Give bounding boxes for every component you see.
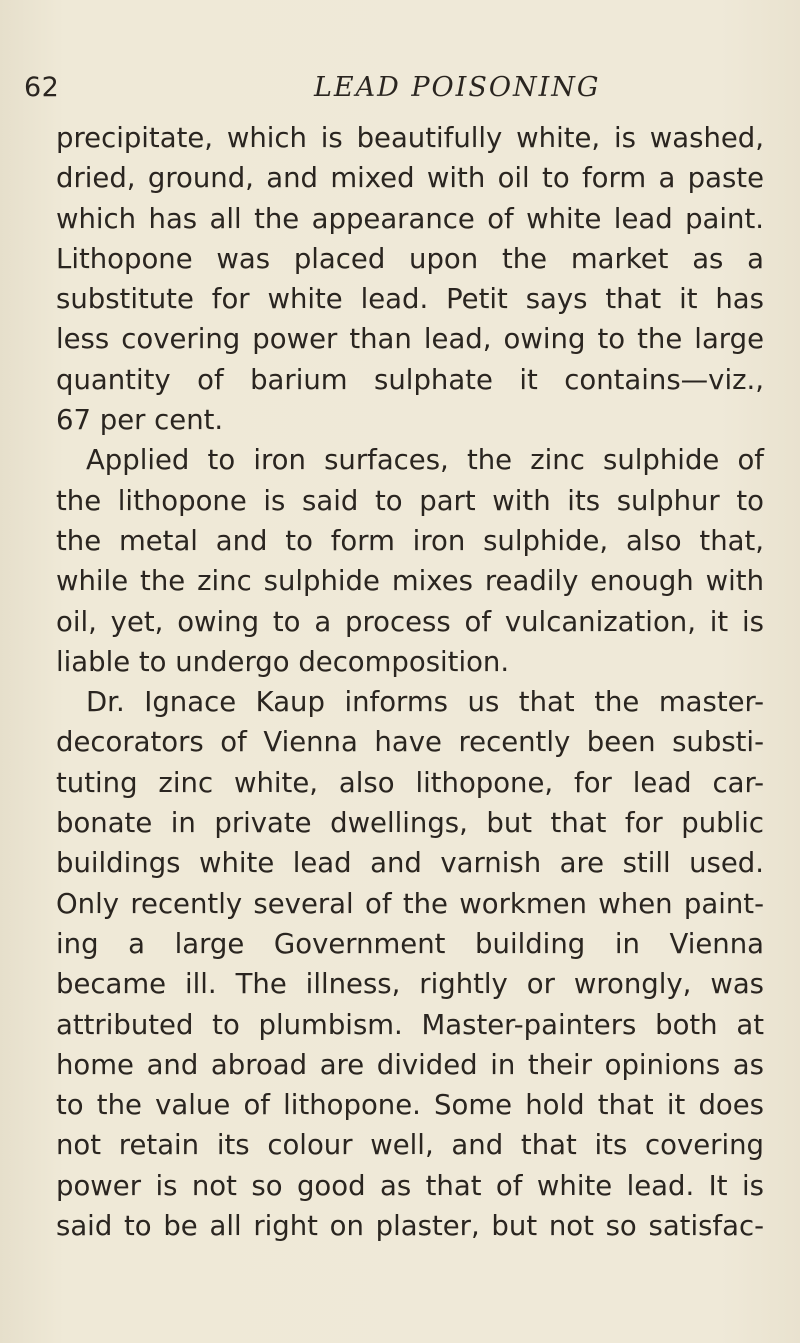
text-line: bonate in private dwellings, but that for public	[56, 807, 764, 840]
text-line: power is not so good as that of white lead. It is	[56, 1169, 764, 1202]
text-line: ing a large Government building in Vienna	[56, 927, 764, 960]
text-line: oil, yet, owing to a process of vulcanization, it is	[56, 605, 764, 638]
text-line: while the zinc sulphide mixes readily enough with	[56, 565, 764, 598]
text-line: less covering power than lead, owing to the large	[56, 323, 764, 356]
text-line: home and abroad are divided in their opinions as	[56, 1048, 764, 1081]
text-line: attributed to plumbism. Master-painters both at	[56, 1008, 764, 1041]
body-text	[56, 118, 764, 1246]
text-line: quantity of barium sulphate it contains—viz.,	[56, 363, 764, 396]
text-line: Only recently several of the workmen when paint-	[56, 887, 764, 920]
text-line: precipitate, which is beautifully white, is washed,	[56, 122, 764, 154]
paragraph	[56, 118, 764, 440]
text-line: to the value of lithopone. Some hold that it does	[56, 1089, 764, 1122]
text-line: Dr. Ignace Kaup informs us that the master-	[86, 686, 764, 719]
running-head: LEAD POISONING	[314, 72, 601, 103]
paragraph	[56, 682, 764, 1246]
page-header	[24, 72, 760, 112]
text-line: buildings white lead and varnish are still used.	[56, 847, 764, 880]
text-line: became ill. The illness, rightly or wrongly, was	[56, 968, 764, 1001]
text-line: the lithopone is said to part with its sulphur to	[56, 484, 764, 517]
text-line: 67 per cent.	[56, 404, 224, 437]
text-line: decorators of Vienna have recently been substi-	[56, 726, 764, 759]
paragraph	[56, 440, 764, 682]
text-line: which has all the appearance of white lead paint.	[56, 202, 764, 235]
text-line: said to be all right on plaster, but not so satisfac-	[56, 1210, 764, 1243]
text-line: the metal and to form iron sulphide, also that,	[56, 524, 764, 557]
text-line: Applied to iron surfaces, the zinc sulphide of	[86, 444, 764, 477]
text-line: dried, ground, and mixed with oil to form a paste	[56, 162, 764, 195]
page-number: 62	[24, 72, 60, 103]
text-line: Lithopone was placed upon the market as a	[56, 242, 764, 275]
text-line: substitute for white lead. Petit says that it has	[56, 283, 764, 316]
text-line: not retain its colour well, and that its covering	[56, 1129, 764, 1162]
text-line: tuting zinc white, also lithopone, for lead car-	[56, 766, 764, 799]
text-line: liable to undergo decomposition.	[56, 645, 510, 678]
